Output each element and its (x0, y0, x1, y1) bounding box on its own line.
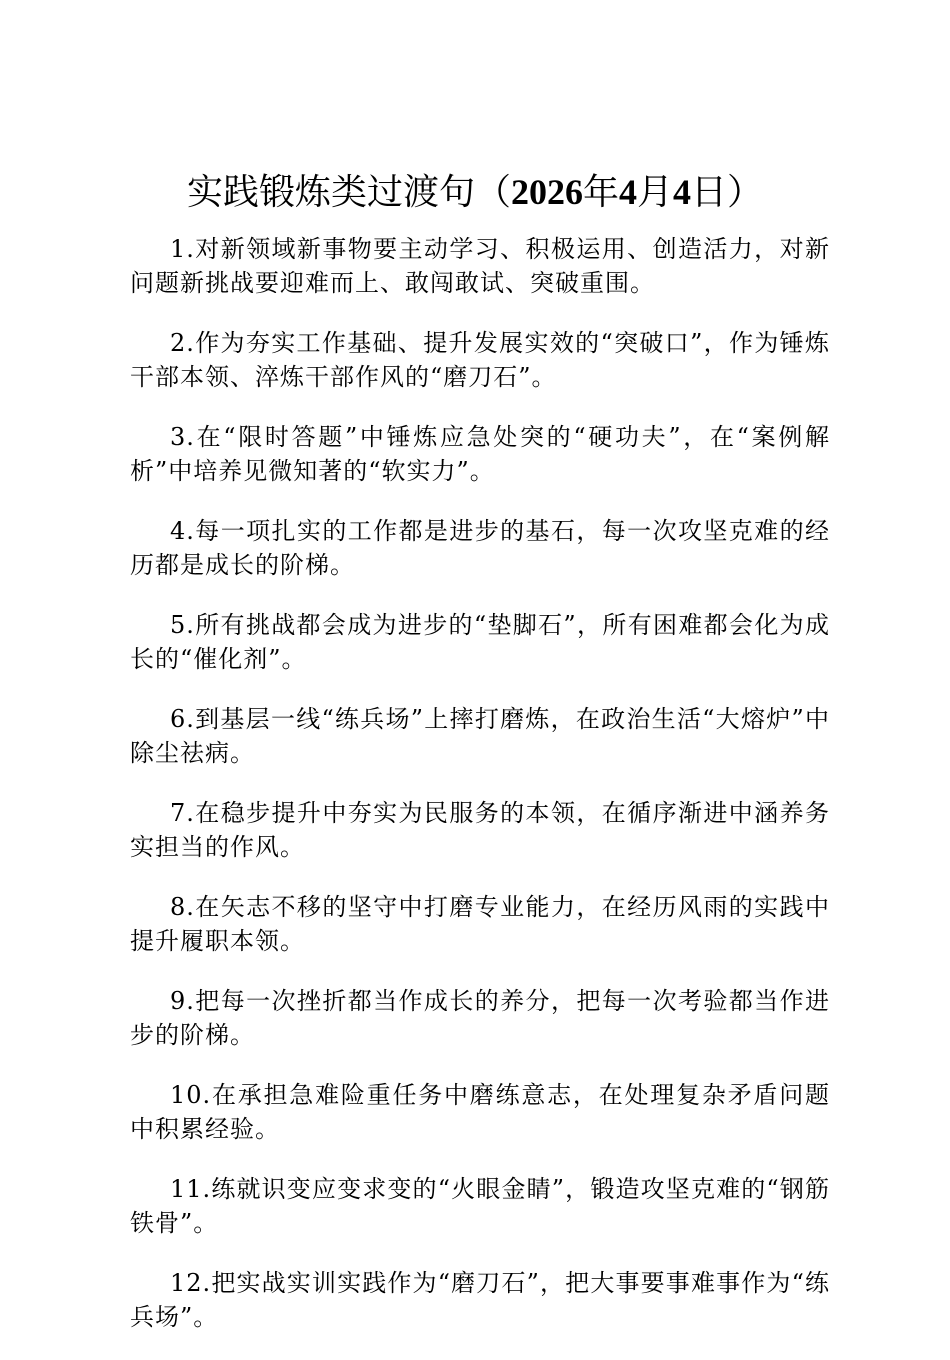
list-item: 1.对新领域新事物要主动学习、积极运用、创造活力，对新问题新挑战要迎难而上、敢闯敢试、突破重围。 (130, 235, 830, 297)
list-item: 7.在稳步提升中夯实为民服务的本领，在循序渐进中涵养务实担当的作风。 (130, 799, 830, 861)
title-month-unit: 月 (637, 172, 674, 213)
title-month: 4 (619, 172, 637, 212)
list-item: 9.把每一次挫折都当作成长的养分，把每一次考验都当作进步的阶梯。 (130, 987, 830, 1049)
title-day: 4 (673, 172, 692, 212)
list-item: 3.在“限时答题”中锤炼应急处突的“硬功夫”，在“案例解析”中培养见微知著的“软实力”。 (130, 423, 830, 485)
list-item: 4.每一项扎实的工作都是进步的基石，每一次攻坚克难的经历都是成长的阶梯。 (130, 517, 830, 579)
title-text: 实践锻炼类过渡句（ (186, 172, 511, 213)
title-day-unit: 日） (691, 172, 764, 213)
list-item: 5.所有挑战都会成为进步的“垫脚石”，所有困难都会化为成长的“催化剂”。 (130, 611, 830, 673)
title-year: 2026 (510, 172, 583, 212)
list-item: 10.在承担急难险重任务中磨练意志，在处理复杂矛盾问题中积累经验。 (130, 1081, 830, 1143)
list-item: 8.在矢志不移的坚守中打磨专业能力，在经历风雨的实践中提升履职本领。 (130, 893, 830, 955)
document-title (0, 168, 950, 217)
list-item: 6.到基层一线“练兵场”上摔打磨炼，在政治生活“大熔炉”中除尘祛病。 (130, 705, 830, 767)
list-item: 11.练就识变应变求变的“火眼金睛”，锻造攻坚克难的“钢筋铁骨”。 (130, 1175, 830, 1237)
list-item: 12.把实战实训实践作为“磨刀石”，把大事要事难事作为“练兵场”。 (130, 1269, 830, 1331)
list-item: 2.作为夯实工作基础、提升发展实效的“突破口”，作为锤炼干部本领、淬炼干部作风的“磨刀石”。 (130, 329, 830, 391)
sentence-list (130, 232, 830, 1360)
title-year-unit: 年 (582, 172, 619, 213)
